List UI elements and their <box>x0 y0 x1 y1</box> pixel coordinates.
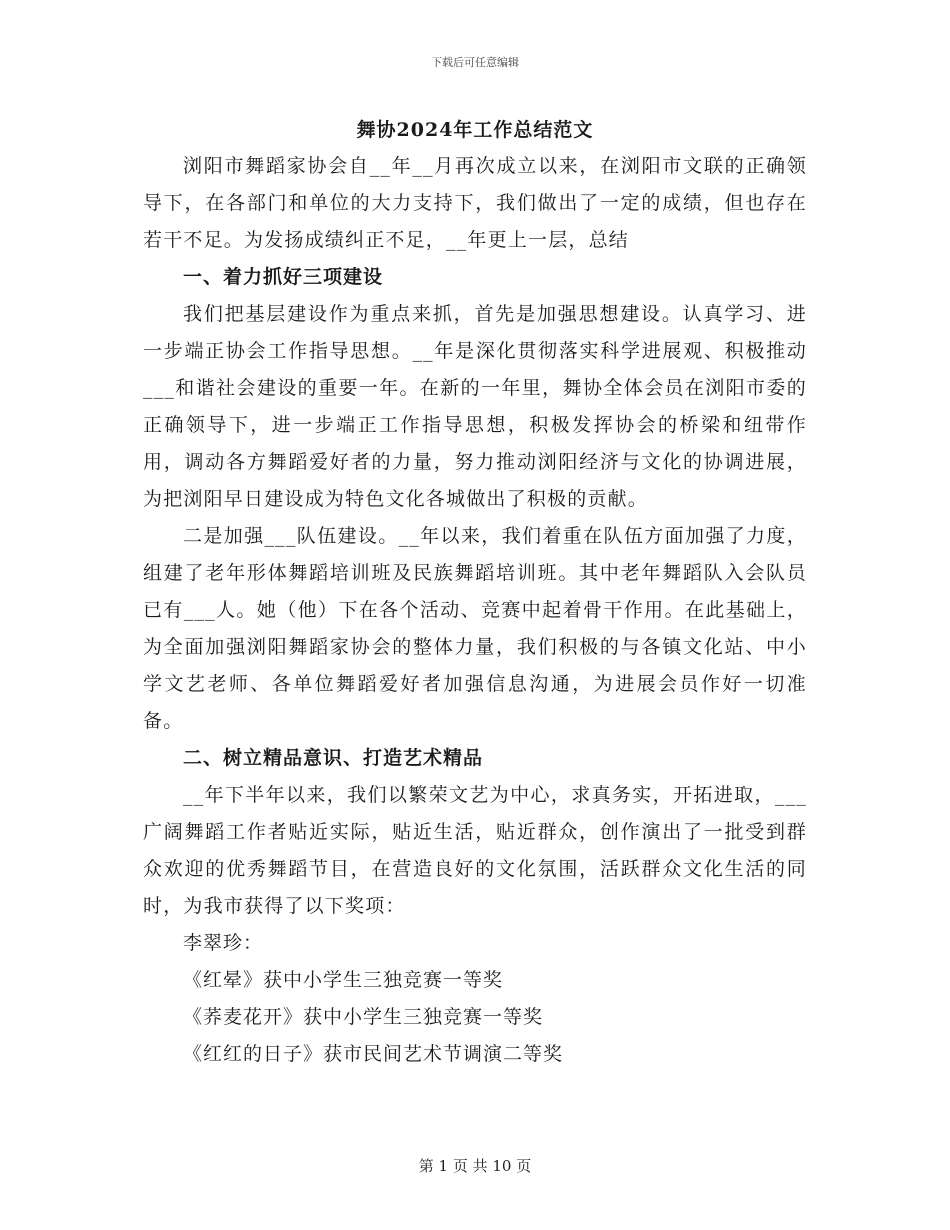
document-body <box>143 112 807 1073</box>
section-heading-2: 二、树立精品意识、打造艺术精品 <box>183 747 484 769</box>
section1-paragraph-2: 二是加强___队伍建设。__年以来，我们着重在队伍方面加强了力度，组建了老年形体舞蹈培训班及民族舞蹈培训班。其中老年舞蹈队入会队员已有___人。她（他）下在各个活动、竞赛中起着骨干作用。在此基础上，为全面加强浏阳舞蹈家协会的整体力量，我们积极的与各镇文化站、中小学文艺老师、各单位舞蹈爱好者加强信息沟通，为进展会员作好一切准备。 <box>143 525 807 732</box>
award-item: 《红红的日子》获市民间艺术节调演二等奖 <box>183 1043 564 1065</box>
document-title: 舞协2024年工作总结范文 <box>356 119 594 141</box>
section1-paragraph-1: 我们把基层建设作为重点来抓，首先是加强思想建设。认真学习、进一步端正协会工作指导思想。__年是深化贯彻落实科学进展观、积极推动___和谐社会建设的重要一年。在新的一年里，舞协全体会员在浏阳市委的正确领导下，进一步端正工作指导思想，积极发挥协会的桥梁和纽带作用，调动各方舞蹈爱好者的力量，努力推动浏阳经济与文化的协调进展，为把浏阳早日建设成为特色文化各城做出了积极的贡献。 <box>143 303 807 510</box>
award-item: 《红晕》获中小学生三独竞赛一等奖 <box>183 969 504 991</box>
section2-paragraph-1: __年下半年以来，我们以繁荣文艺为中心，求真务实，开拓进取，___广阔舞蹈工作者贴近实际，贴近生活，贴近群众，创作演出了一批受到群众欢迎的优秀舞蹈节目，在营造良好的文化氛围，活跃群众文化生活的同时，为我市获得了以下奖项： <box>143 784 807 917</box>
section-heading-1: 一、着力抓好三项建设 <box>183 266 384 288</box>
header-note: 下载后可任意编辑 <box>431 56 519 69</box>
page-footer: 第 1 页 共 10 页 <box>418 1157 532 1175</box>
award-item: 《荞麦花开》获中小学生三独竞赛一等奖 <box>183 1006 544 1028</box>
awardee-name: 李翠珍： <box>183 932 264 954</box>
intro-paragraph: 浏阳市舞蹈家协会自__年__月再次成立以来，在浏阳市文联的正确领导下，在各部门和单位的大力支持下，我们做出了一定的成绩，但也存在若干不足。为发扬成绩纠正不足，__年更上一层，总结 <box>143 155 807 251</box>
